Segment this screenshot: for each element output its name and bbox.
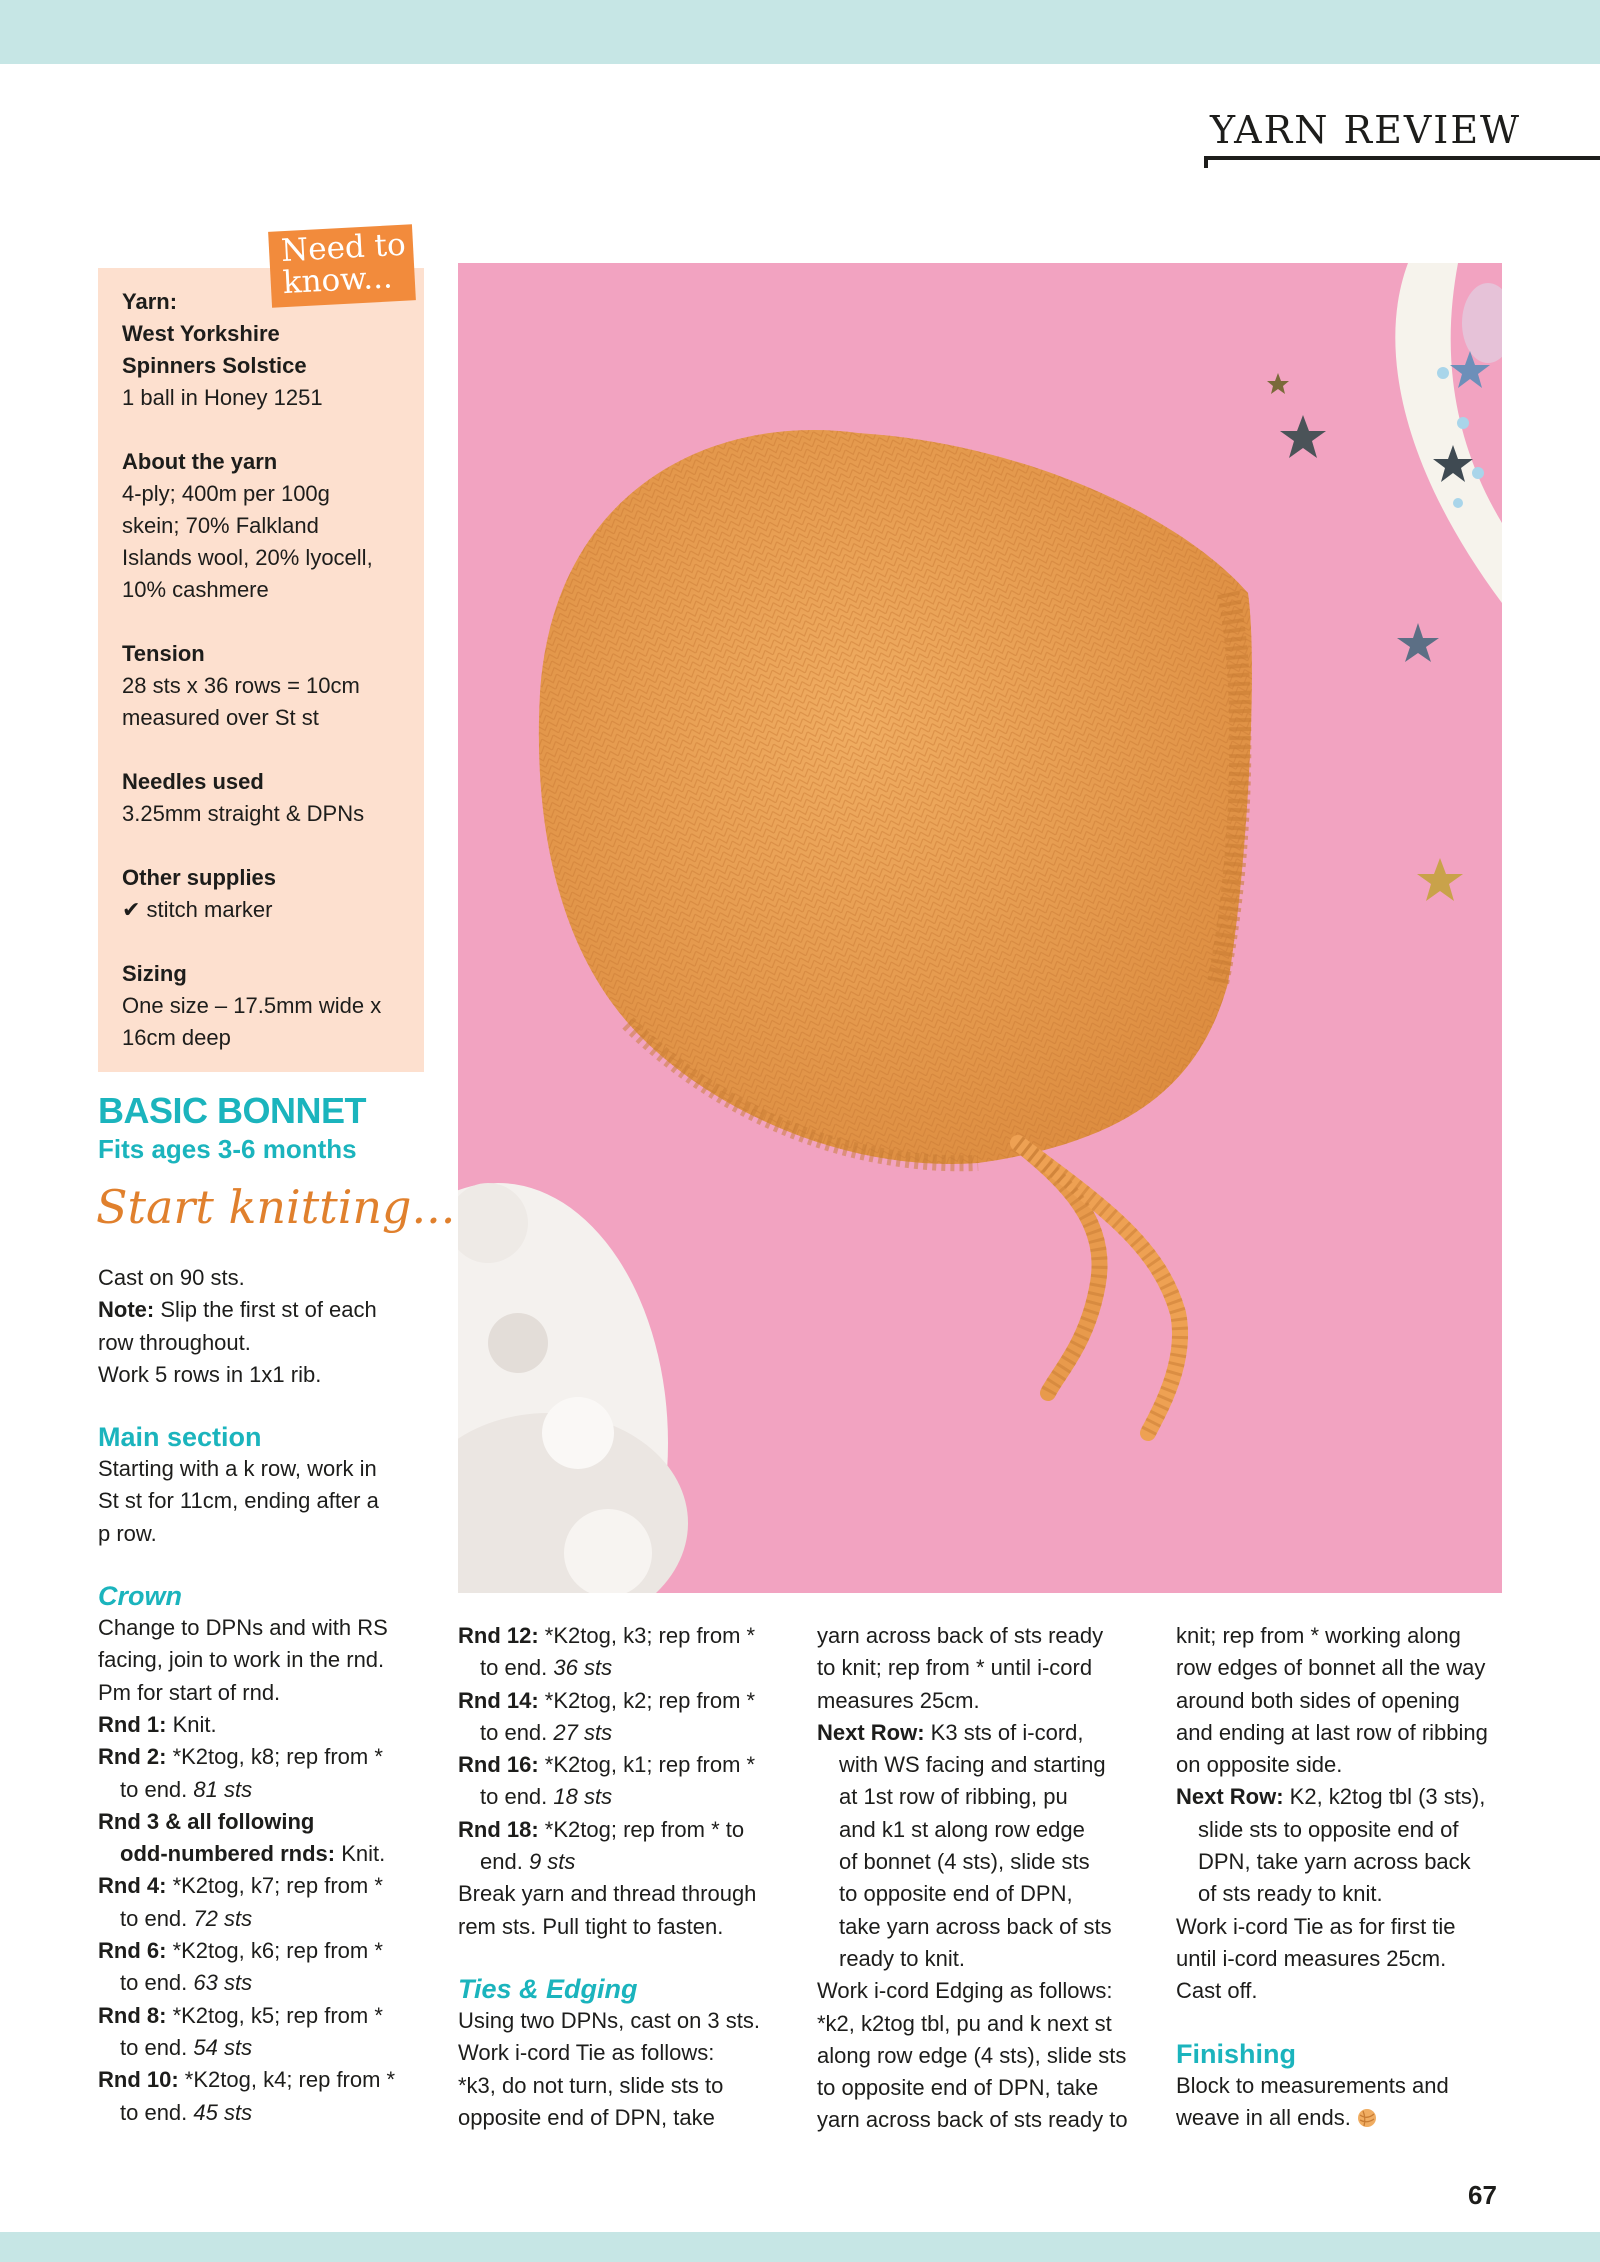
- rnd-text: *K2tog, k5; rep from *: [166, 2002, 383, 2028]
- info-heading: Yarn:: [122, 289, 178, 314]
- col4-line: and ending at last row of ribbing: [1176, 1719, 1488, 1745]
- info-line: 10% cashmere: [122, 577, 269, 602]
- col3-line: measures 25cm.: [817, 1687, 980, 1713]
- next-row-line: at 1st row of ribbing, pu: [839, 1784, 1068, 1810]
- info-tension: [122, 638, 400, 734]
- pattern-subtitle: Fits ages 3-6 months: [98, 1134, 357, 1164]
- col4-line: on opposite side.: [1176, 1752, 1343, 1778]
- intro-line: Cast on 90 sts.: [98, 1265, 245, 1290]
- info-heading: Other supplies: [122, 865, 277, 890]
- rnd-text: Knit.: [166, 1711, 217, 1737]
- stitch-count: 63 sts: [193, 1970, 253, 1996]
- stitch-count: 45 sts: [193, 2099, 253, 2125]
- col3-line: to opposite end of DPN, take: [817, 2075, 1099, 2101]
- rnd-text: Knit.: [335, 1841, 386, 1867]
- rnd-end: to end.: [120, 1776, 194, 1802]
- bottom-color-band: [0, 2232, 1600, 2262]
- section-rule-tick: [1204, 156, 1208, 168]
- next-row-text: K2, k2tog tbl (3 sts),: [1283, 1784, 1486, 1810]
- crown-line: Change to DPNs and with RS: [98, 1615, 388, 1641]
- rnd-label: Rnd 16:: [458, 1752, 539, 1778]
- stitch-count: 72 sts: [193, 1905, 253, 1931]
- white-fluff: [458, 1183, 688, 1593]
- rnd-6: [98, 1935, 428, 1967]
- rnd-label: Rnd 8:: [98, 2002, 167, 2028]
- info-line: skein; 70% Falkland: [122, 513, 319, 538]
- main-section-heading: Main section: [98, 1422, 262, 1453]
- rnd-10: [98, 2064, 428, 2096]
- finishing-line: [1176, 2102, 1506, 2134]
- yarn-ball-end-icon: [1357, 2108, 1377, 2128]
- crown-heading: Crown: [98, 1581, 182, 1612]
- rnd-label: Rnd 2:: [98, 1744, 167, 1770]
- rnd-end: to end.: [120, 1970, 194, 1996]
- next-row-line: DPN, take yarn across back: [1198, 1849, 1471, 1875]
- intro-line: row throughout.: [98, 1329, 251, 1355]
- section-rule: [1204, 156, 1600, 160]
- rnd-label: Rnd 3 & all following: [98, 1808, 315, 1834]
- knitted-bonnet: [539, 430, 1252, 1433]
- col4-line: Work i-cord Tie as for first tie: [1176, 1913, 1456, 1939]
- info-sizing: [122, 958, 400, 1054]
- rnd-label: Rnd 4:: [98, 1873, 167, 1899]
- intro-note: [98, 1294, 428, 1326]
- tag-line: know...: [281, 259, 394, 302]
- rnd-text: *K2tog; rep from * to: [538, 1816, 745, 1842]
- need-to-know-box: [98, 268, 424, 1072]
- next-row: [1176, 1781, 1506, 1813]
- col4-line: until i-cord measures 25cm.: [1176, 1945, 1447, 1971]
- rnd-end: end.: [480, 1849, 529, 1875]
- info-line: 4-ply; 400m per 100g: [122, 481, 330, 506]
- info-heading: Tension: [122, 641, 205, 666]
- finishing-text: weave in all ends.: [1176, 2104, 1357, 2130]
- rnd-text: *K2tog, k1; rep from *: [538, 1752, 756, 1778]
- rnd-text: *K2tog, k7; rep from *: [166, 1873, 383, 1899]
- next-row-label: Next Row:: [1176, 1784, 1284, 1810]
- rnd-16-end: [458, 1781, 788, 1813]
- rnd-14: [458, 1685, 788, 1717]
- finishing-heading: Finishing: [1176, 2038, 1296, 2069]
- info-line: Islands wool, 20% lyocell,: [122, 545, 373, 570]
- rnd-end: to end.: [480, 1719, 554, 1745]
- stitch-count: 81 sts: [193, 1776, 253, 1802]
- rnd-label: Rnd 6:: [98, 1938, 167, 1964]
- rnd-12: [458, 1620, 788, 1652]
- next-row-line: to opposite end of DPN,: [839, 1881, 1073, 1907]
- info-supplies: [122, 862, 400, 926]
- col4-line: Cast off.: [1176, 1978, 1258, 2004]
- crown-line: facing, join to work in the rnd.: [98, 1647, 385, 1673]
- rnd-4: [98, 1870, 428, 1902]
- section-label: YARN REVIEW: [1210, 108, 1522, 152]
- next-row-line: slide sts to opposite end of: [1198, 1816, 1459, 1842]
- ribbon: [1395, 263, 1502, 603]
- next-row-line: of bonnet (4 sts), slide sts: [839, 1849, 1090, 1875]
- rnd-8-end: [98, 2032, 428, 2064]
- info-line: One size – 17.5mm wide x: [122, 993, 382, 1018]
- col3-line: Work i-cord Edging as follows:: [817, 1978, 1113, 2004]
- col4-line: knit; rep from * working along: [1176, 1623, 1461, 1648]
- start-knitting-heading: Start knitting...: [96, 1180, 456, 1234]
- rnd-text: *K2tog, k8; rep from *: [166, 1744, 383, 1770]
- next-row-line: with WS facing and starting: [839, 1752, 1106, 1778]
- ties-line: Work i-cord Tie as follows:: [458, 2040, 715, 2066]
- rnd-end: to end.: [480, 1784, 554, 1810]
- info-heading: Needles used: [122, 769, 264, 794]
- col3-line: *k2, k2tog tbl, pu and k next st: [817, 2010, 1112, 2036]
- intro-line: Work 5 rows in 1x1 rib.: [98, 1361, 322, 1387]
- rnd-18: [458, 1814, 788, 1846]
- next-row-line: and k1 st along row edge: [839, 1816, 1085, 1842]
- rnd-text: *K2tog, k2; rep from *: [538, 1687, 756, 1713]
- need-to-know-tag: [268, 224, 416, 307]
- col3-line: yarn across back of sts ready to: [817, 2107, 1128, 2133]
- col3-line: yarn across back of sts ready: [817, 1623, 1104, 1648]
- col3-line: along row edge (4 sts), slide sts: [817, 2042, 1127, 2068]
- col3-line: to knit; rep from * until i-cord: [817, 1655, 1093, 1681]
- rnd-label: Rnd 10:: [98, 2067, 179, 2093]
- stitch-count: 54 sts: [193, 2034, 253, 2060]
- rnd-end: to end.: [120, 2099, 194, 2125]
- bonnet-photo: [458, 263, 1502, 1593]
- info-about-yarn: [122, 446, 400, 606]
- info-heading: West Yorkshire: [122, 321, 280, 346]
- rnd-label: Rnd 12:: [458, 1623, 539, 1648]
- info-line: 28 sts x 36 rows = 10cm: [122, 673, 360, 698]
- info-line: 16cm deep: [122, 1025, 231, 1050]
- note-label: Note:: [98, 1297, 155, 1323]
- column-3: [817, 1620, 1147, 2137]
- rnd-text: *K2tog, k6; rep from *: [166, 1938, 383, 1964]
- next-row-line: of sts ready to knit.: [1198, 1881, 1383, 1907]
- column-1: [98, 1262, 428, 2129]
- info-line: 3.25mm straight & DPNs: [122, 801, 365, 826]
- main-line: St st for 11cm, ending after a: [98, 1488, 379, 1514]
- ties-line: Using two DPNs, cast on 3 sts.: [458, 2007, 760, 2033]
- info-heading: Spinners Solstice: [122, 353, 307, 378]
- rnd-1: [98, 1709, 428, 1741]
- break-line: Break yarn and thread through: [458, 1881, 757, 1907]
- rnd-end: to end.: [120, 2034, 194, 2060]
- top-color-band: [0, 0, 1600, 64]
- rnd-4-end: [98, 1903, 428, 1935]
- col4-line: around both sides of opening: [1176, 1687, 1460, 1713]
- rnd-end: to end.: [480, 1655, 554, 1681]
- rnd-3: [98, 1806, 428, 1838]
- main-line: p row.: [98, 1520, 157, 1546]
- rnd-label: Rnd 1:: [98, 1711, 167, 1737]
- main-line: Starting with a k row, work in: [98, 1456, 377, 1482]
- crown-line: Pm for start of rnd.: [98, 1679, 281, 1705]
- next-row-line: take yarn across back of sts: [839, 1913, 1112, 1939]
- rnd-14-end: [458, 1717, 788, 1749]
- ties-line: *k3, do not turn, slide sts to: [458, 2072, 724, 2098]
- break-line: rem sts. Pull tight to fasten.: [458, 1913, 724, 1939]
- next-row-line: ready to knit.: [839, 1945, 965, 1971]
- rnd-12-end: [458, 1652, 788, 1684]
- rnd-text: *K2tog, k3; rep from *: [538, 1623, 756, 1648]
- rnd-label: Rnd 14:: [458, 1687, 539, 1713]
- ties-edging-heading: Ties & Edging: [458, 1973, 638, 2004]
- note-text: Slip the first st of each: [154, 1297, 377, 1323]
- stitch-count: 36 sts: [553, 1655, 613, 1681]
- rnd-3-cont: [98, 1838, 428, 1870]
- next-row: [817, 1717, 1147, 1749]
- rnd-text: *K2tog, k4; rep from *: [178, 2067, 396, 2093]
- column-4: [1176, 1620, 1506, 2134]
- tag-line: Need to: [280, 226, 407, 270]
- stitch-count: 18 sts: [553, 1784, 613, 1810]
- finishing-line: Block to measurements and: [1176, 2072, 1449, 2098]
- bonnet-illustration: [458, 263, 1502, 1593]
- stitch-count: 9 sts: [528, 1849, 576, 1875]
- ties-line: opposite end of DPN, take: [458, 2104, 715, 2130]
- rnd-8: [98, 2000, 428, 2032]
- pattern-title: BASIC BONNET: [98, 1090, 367, 1131]
- info-line: measured over St st: [122, 705, 319, 730]
- column-2: [458, 1620, 788, 2134]
- rnd-end: to end.: [120, 1905, 194, 1931]
- info-needles: [122, 766, 400, 830]
- rnd-6-end: [98, 1967, 428, 1999]
- stitch-count: 27 sts: [553, 1719, 613, 1745]
- rnd-label: Rnd 18:: [458, 1816, 539, 1842]
- rnd-label: odd-numbered rnds:: [120, 1841, 336, 1867]
- col4-line: row edges of bonnet all the way: [1176, 1655, 1486, 1681]
- info-heading: Sizing: [122, 961, 187, 986]
- rnd-16: [458, 1749, 788, 1781]
- next-row-text: K3 sts of i-cord,: [924, 1719, 1084, 1745]
- rnd-18-end: [458, 1846, 788, 1878]
- info-heading: About the yarn: [122, 449, 278, 474]
- rnd-2: [98, 1741, 428, 1773]
- info-line: ✔ stitch marker: [122, 897, 273, 922]
- next-row-label: Next Row:: [817, 1719, 925, 1745]
- info-yarn: [122, 286, 400, 414]
- rnd-2-end: [98, 1774, 428, 1806]
- info-line: 1 ball in Honey 1251: [122, 385, 323, 410]
- page-number: 67: [1468, 2180, 1497, 2210]
- rnd-10-end: [98, 2097, 428, 2129]
